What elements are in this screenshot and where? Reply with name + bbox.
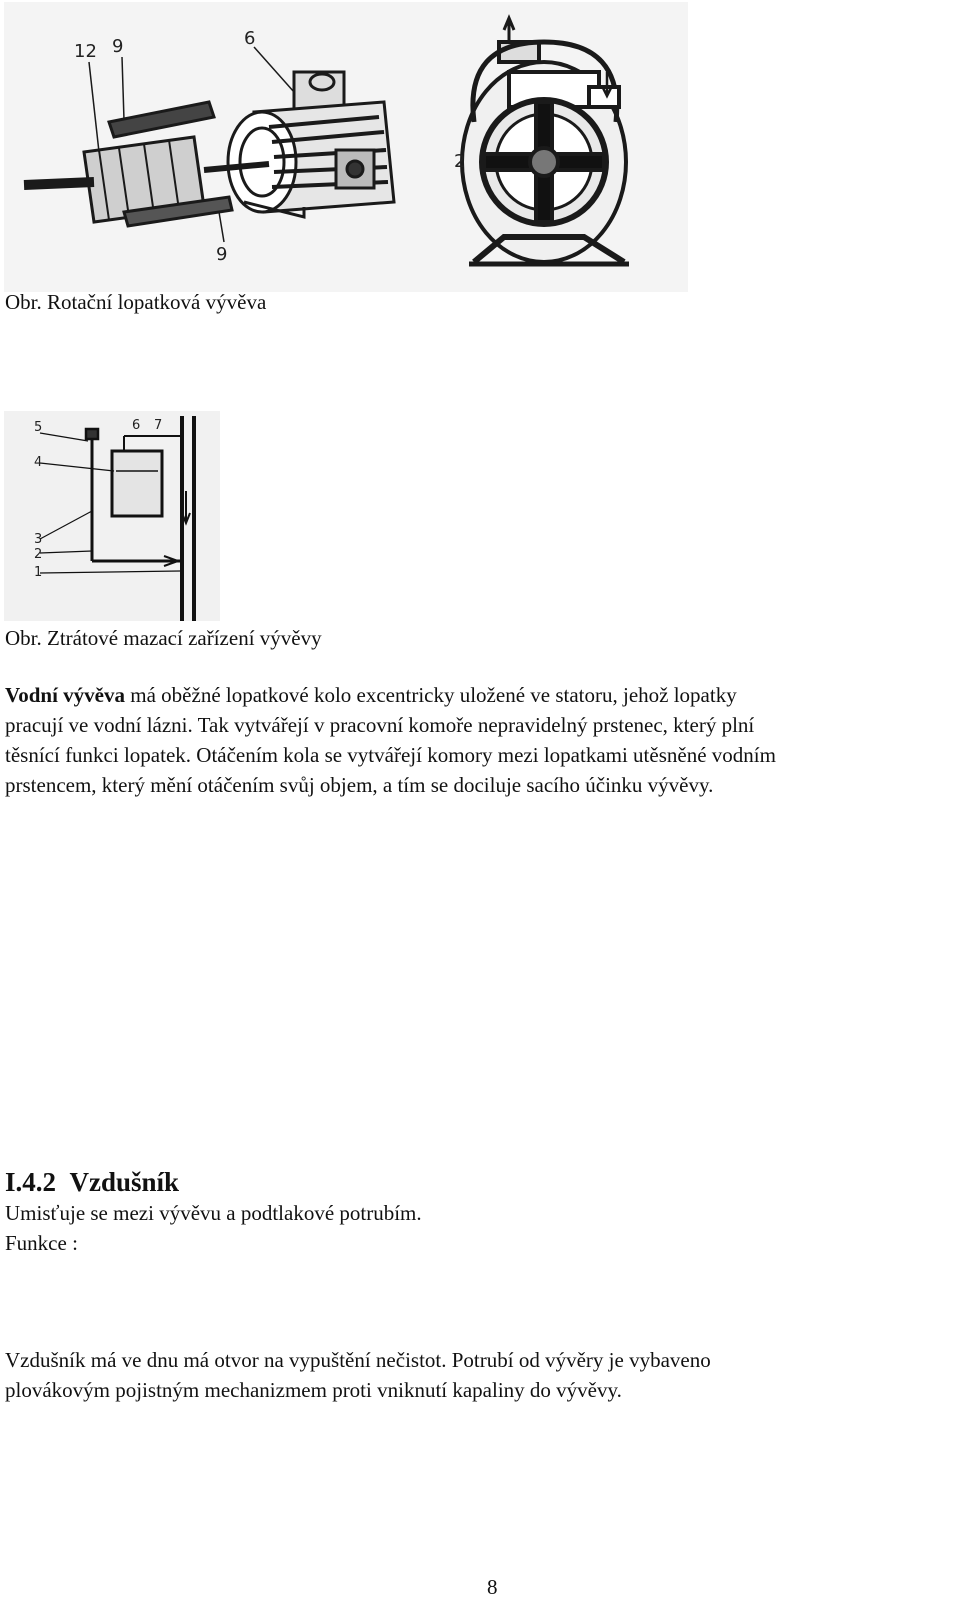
air-chamber-paragraph xyxy=(5,1345,955,1405)
label-9-top: 9 xyxy=(112,36,124,57)
paragraph1-line1: Vodní vývěva má oběžné lopatkové kolo excentricky uložené ve statoru, jehož lopatky xyxy=(5,683,737,707)
section-line1: Umisťuje se mezi vývěvu a podtlakové potrubím. xyxy=(5,1201,422,1225)
label-9-bottom: 9 xyxy=(216,244,228,265)
rotary-vane-pump-drawing xyxy=(4,2,688,292)
water-pump-paragraph xyxy=(5,680,955,800)
paragraph1-line3: těsnící funkci lopatek. Otáčením kola se vytvářejí komory mezi lopatkami utěsněné vodním xyxy=(5,743,776,767)
label-2: 2 xyxy=(34,547,43,562)
section-body xyxy=(5,1198,955,1258)
label-3: 3 xyxy=(34,532,43,547)
paragraph1-line2: pracují ve vodní lázni. Tak vytvářejí v pracovní komoře nepravidelný prstenec, který plní xyxy=(5,713,755,737)
figure2-caption: Obr. Ztrátové mazací zařízení vývěvy xyxy=(5,626,322,650)
label-12: 12 xyxy=(74,41,97,62)
page-number: 8 xyxy=(487,1575,498,1599)
section-number: I.4.2 xyxy=(5,1167,57,1197)
section-heading xyxy=(5,1166,179,1198)
label-5: 5 xyxy=(34,420,43,435)
section-line2: Funkce : xyxy=(5,1231,78,1255)
label-4: 4 xyxy=(34,455,43,470)
lubrication-device-drawing xyxy=(4,411,220,621)
bold-term: Vodní vývěva xyxy=(5,683,126,707)
paragraph2-line1: Vzdušník má ve dnu má otvor na vypuštění nečistot. Potrubí od vývěry je vybaveno xyxy=(5,1348,711,1372)
rotary-vane-pump-figure xyxy=(4,2,688,292)
figure1-caption: Obr. Rotační lopatková vývěva xyxy=(5,290,267,314)
label-6: 6 xyxy=(244,28,256,49)
label-1: 1 xyxy=(34,565,43,580)
label-7: 7 xyxy=(154,418,163,433)
label-2: 2 xyxy=(454,151,466,172)
lubrication-device-figure xyxy=(4,411,220,621)
paragraph1-line4: prstencem, který mění otáčením svůj objem, a tím se dociluje sacího účinku vývěvy. xyxy=(5,773,714,797)
label-6: 6 xyxy=(132,418,141,433)
paragraph2-line2: plovákovým pojistným mechanizmem proti vniknutí kapaliny do vývěvy. xyxy=(5,1378,622,1402)
section-title: Vzdušník xyxy=(69,1167,180,1197)
